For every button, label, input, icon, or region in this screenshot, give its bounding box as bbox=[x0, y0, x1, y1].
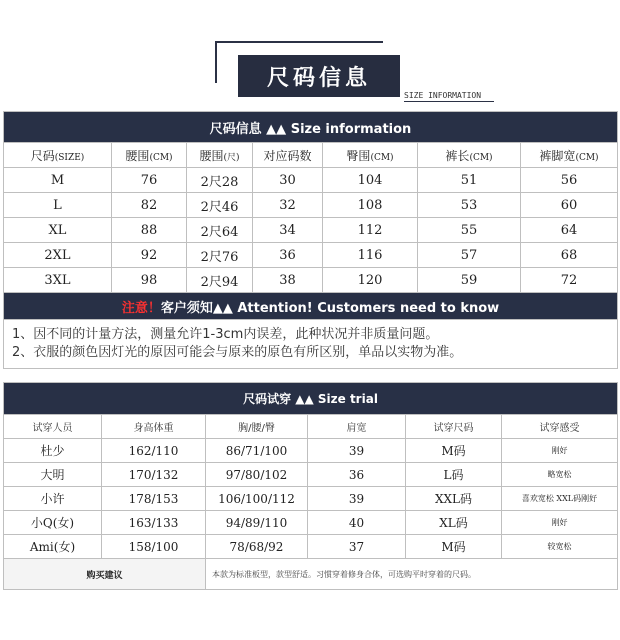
table-row bbox=[4, 243, 618, 268]
tester-cell: 小许 bbox=[4, 487, 102, 511]
shoulder-cell: 37 bbox=[308, 535, 406, 559]
page-subtitle: SIZE INFORMATION bbox=[404, 91, 482, 100]
waist-cm-cell: 88 bbox=[112, 218, 187, 243]
leg-opening-cell: 64 bbox=[521, 218, 618, 243]
measurements-cell: 78/68/92 bbox=[206, 535, 308, 559]
column-header: 裤长(CM) bbox=[418, 143, 521, 168]
table-row bbox=[4, 535, 618, 559]
waist-cm-cell: 98 bbox=[112, 268, 187, 293]
trial-table-title: 尺码试穿 ▲▲ Size trial bbox=[4, 383, 618, 415]
attention-text: 客户须知▲▲ Attention! Customers need to know bbox=[160, 300, 500, 316]
column-header: 裤脚宽(CM) bbox=[521, 143, 618, 168]
attention-warning: 注意！ bbox=[121, 300, 161, 316]
waist-chi-cell: 2尺64 bbox=[187, 218, 253, 243]
advice-text: 本款为标准板型，款型舒适。习惯穿着修身合体，可选购平时穿着的尺码。 bbox=[206, 559, 618, 590]
fit-feel-cell: 略宽松 bbox=[502, 463, 618, 487]
length-cell: 57 bbox=[418, 243, 521, 268]
size-cell: L bbox=[4, 193, 112, 218]
size-cell: XL bbox=[4, 218, 112, 243]
waist-chi-cell: 2尺46 bbox=[187, 193, 253, 218]
size-number-cell: 30 bbox=[253, 168, 323, 193]
hip-cell: 120 bbox=[323, 268, 418, 293]
hip-cell: 104 bbox=[323, 168, 418, 193]
size-cell: 3XL bbox=[4, 268, 112, 293]
advice-row bbox=[4, 559, 618, 590]
note-line: 1、因不同的计量方法，测量允许1-3cm内误差，此种状况并非质量问题。 bbox=[12, 327, 439, 342]
size-table-header bbox=[4, 143, 618, 168]
column-header: 试穿感受 bbox=[502, 415, 618, 439]
trial-size-cell: XL码 bbox=[406, 511, 502, 535]
column-header: 身高体重 bbox=[102, 415, 206, 439]
size-cell: M bbox=[4, 168, 112, 193]
attention-bar bbox=[4, 293, 618, 320]
shoulder-cell: 36 bbox=[308, 463, 406, 487]
measurements-cell: 106/100/112 bbox=[206, 487, 308, 511]
column-header: 臀围(CM) bbox=[323, 143, 418, 168]
note-line: 2、衣服的颜色因灯光的原因可能会与原来的原色有所区别，单品以实物为准。 bbox=[12, 345, 463, 360]
leg-opening-cell: 56 bbox=[521, 168, 618, 193]
leg-opening-cell: 60 bbox=[521, 193, 618, 218]
tester-cell: 大明 bbox=[4, 463, 102, 487]
column-header: 肩宽 bbox=[308, 415, 406, 439]
fit-feel-cell: 刚好 bbox=[502, 439, 618, 463]
tester-cell: 小Q(女) bbox=[4, 511, 102, 535]
length-cell: 53 bbox=[418, 193, 521, 218]
shoulder-cell: 39 bbox=[308, 487, 406, 511]
page-title: 尺码信息 bbox=[238, 55, 400, 97]
table-row bbox=[4, 439, 618, 463]
shoulder-cell: 40 bbox=[308, 511, 406, 535]
size-number-cell: 38 bbox=[253, 268, 323, 293]
waist-chi-cell: 2尺94 bbox=[187, 268, 253, 293]
hip-cell: 108 bbox=[323, 193, 418, 218]
size-cell: 2XL bbox=[4, 243, 112, 268]
notes-block bbox=[4, 320, 618, 369]
trial-size-cell: M码 bbox=[406, 535, 502, 559]
table-row bbox=[4, 218, 618, 243]
trial-size-cell: XXL码 bbox=[406, 487, 502, 511]
size-number-cell: 34 bbox=[253, 218, 323, 243]
table-row bbox=[4, 193, 618, 218]
measurements-cell: 94/89/110 bbox=[206, 511, 308, 535]
tester-cell: Ami(女) bbox=[4, 535, 102, 559]
size-number-cell: 32 bbox=[253, 193, 323, 218]
column-header: 尺码(SIZE) bbox=[4, 143, 112, 168]
size-table bbox=[3, 111, 618, 369]
trial-size-cell: L码 bbox=[406, 463, 502, 487]
column-header: 对应码数 bbox=[253, 143, 323, 168]
shoulder-cell: 39 bbox=[308, 439, 406, 463]
waist-cm-cell: 82 bbox=[112, 193, 187, 218]
table-row bbox=[4, 511, 618, 535]
column-header: 试穿尺码 bbox=[406, 415, 502, 439]
waist-chi-cell: 2尺28 bbox=[187, 168, 253, 193]
column-header: 腰围(尺) bbox=[187, 143, 253, 168]
table-row bbox=[4, 487, 618, 511]
fit-feel-cell: 刚好 bbox=[502, 511, 618, 535]
fit-feel-cell: 较宽松 bbox=[502, 535, 618, 559]
length-cell: 55 bbox=[418, 218, 521, 243]
measurements-cell: 97/80/102 bbox=[206, 463, 308, 487]
size-number-cell: 36 bbox=[253, 243, 323, 268]
hip-cell: 112 bbox=[323, 218, 418, 243]
fit-feel-cell: 喜欢宽松 XXL码刚好 bbox=[502, 487, 618, 511]
waist-cm-cell: 92 bbox=[112, 243, 187, 268]
measurements-cell: 86/71/100 bbox=[206, 439, 308, 463]
column-header: 试穿人员 bbox=[4, 415, 102, 439]
leg-opening-cell: 72 bbox=[521, 268, 618, 293]
leg-opening-cell: 68 bbox=[521, 243, 618, 268]
advice-label: 购买建议 bbox=[4, 559, 206, 590]
height-weight-cell: 178/153 bbox=[102, 487, 206, 511]
trial-table bbox=[3, 382, 618, 590]
tester-cell: 杜少 bbox=[4, 439, 102, 463]
height-weight-cell: 163/133 bbox=[102, 511, 206, 535]
length-cell: 59 bbox=[418, 268, 521, 293]
table-row bbox=[4, 168, 618, 193]
table-row bbox=[4, 268, 618, 293]
trial-size-cell: M码 bbox=[406, 439, 502, 463]
hip-cell: 116 bbox=[323, 243, 418, 268]
height-weight-cell: 170/132 bbox=[102, 463, 206, 487]
waist-cm-cell: 76 bbox=[112, 168, 187, 193]
waist-chi-cell: 2尺76 bbox=[187, 243, 253, 268]
column-header: 腰围(CM) bbox=[112, 143, 187, 168]
table-row bbox=[4, 463, 618, 487]
trial-table-header bbox=[4, 415, 618, 439]
size-table-title: 尺码信息 ▲▲ Size information bbox=[4, 112, 618, 143]
subtitle-underline bbox=[404, 101, 494, 102]
height-weight-cell: 162/110 bbox=[102, 439, 206, 463]
height-weight-cell: 158/100 bbox=[102, 535, 206, 559]
column-header: 胸/腰/臀 bbox=[206, 415, 308, 439]
length-cell: 51 bbox=[418, 168, 521, 193]
